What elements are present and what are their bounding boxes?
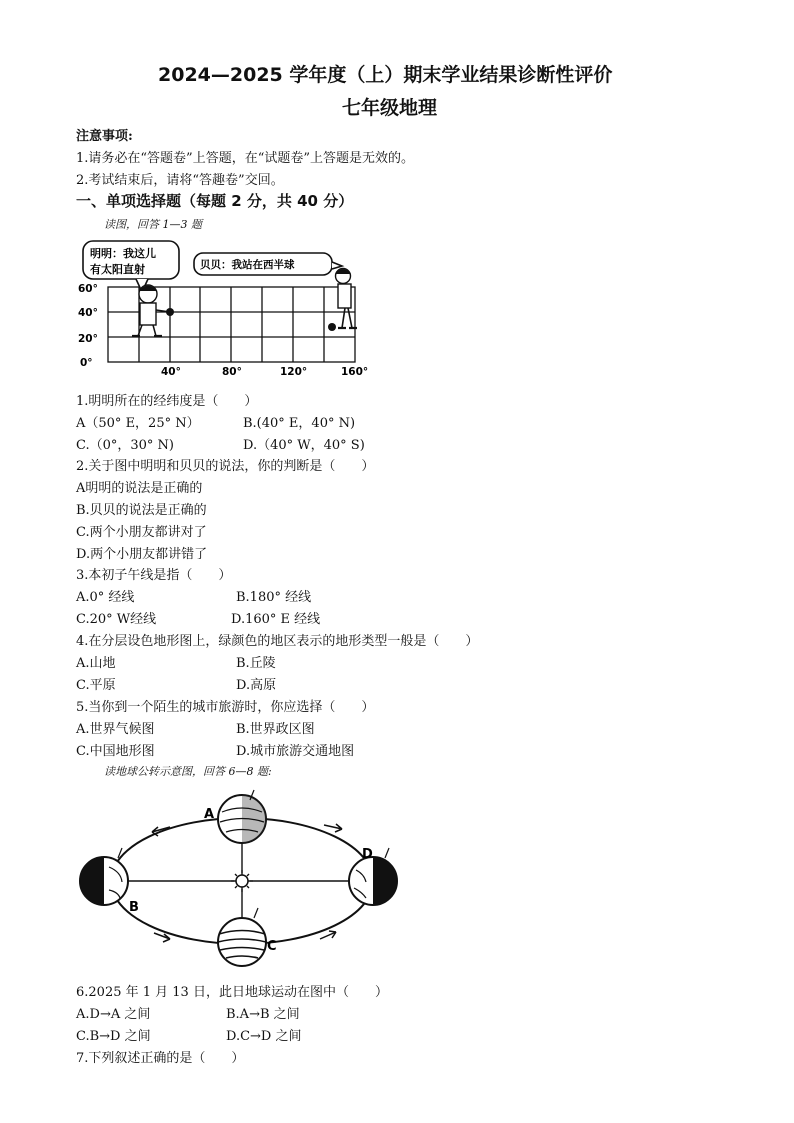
q3-option-d[interactable]: D.160° E 经线 — [231, 612, 321, 627]
beibei-figure — [335, 269, 357, 329]
figure1-intro: 读图，回答 1—3 题 — [104, 218, 202, 231]
q6-option-d[interactable]: D.C→D 之间 — [226, 1029, 302, 1044]
q5-option-c[interactable]: C.中国地形图 — [76, 744, 155, 759]
lat-label-40: 40° — [78, 307, 98, 319]
lon-label-120: 120° — [280, 366, 308, 378]
bubble-left-line1: 明明：我这儿 — [90, 247, 156, 260]
q4-option-a[interactable]: A.山地 — [76, 656, 116, 671]
q5-option-a[interactable]: A.世界气候图 — [76, 722, 155, 737]
notes-item-1: 1.请务必在“答题卷”上答题，在“试题卷”上答题是无效的。 — [76, 151, 414, 166]
q2-stem: 2.关于图中明明和贝贝的说法，你的判断是（ ） — [76, 459, 375, 474]
q2-option-b[interactable]: B.贝贝的说法是正确的 — [76, 503, 207, 518]
q1-stem: 1.明明所在的经纬度是（ ） — [76, 394, 258, 409]
notes-label: 注意事项: — [76, 129, 133, 144]
q4-stem: 4.在分层设色地形图上，绿颜色的地区表示的地形类型一般是（ ） — [76, 634, 479, 649]
q4-option-d[interactable]: D.高原 — [236, 678, 277, 693]
q3-option-c[interactable]: C.20° W经线 — [76, 612, 157, 627]
page-title: 2024—2025 学年度（上）期末学业结果诊断性评价 — [158, 64, 613, 86]
q5-option-d[interactable]: D.城市旅游交通地图 — [236, 744, 355, 759]
latlong-grid-figure — [76, 236, 376, 378]
q3-option-b[interactable]: B.180° 经线 — [236, 590, 312, 605]
label-c: C — [267, 939, 277, 954]
section-heading: 一、单项选择题（每题 2 分，共 40 分） — [76, 192, 354, 210]
bubble-right-text: 贝贝：我站在西半球 — [200, 259, 295, 271]
q1-option-d[interactable]: D.（40° W，40° S) — [243, 438, 365, 453]
lat-label-20: 20° — [78, 333, 98, 345]
lat-label-0: 0° — [80, 357, 93, 369]
q5-option-b[interactable]: B.世界政区图 — [236, 722, 315, 737]
earth-revolution-figure — [76, 782, 416, 974]
page-subtitle: 七年级地理 — [342, 97, 438, 119]
q3-stem: 3.本初子午线是指（ ） — [76, 568, 232, 583]
earth-position-d — [349, 857, 397, 905]
earth-position-b — [80, 857, 128, 905]
q4-option-c[interactable]: C.平原 — [76, 678, 116, 693]
beibei-position-dot — [328, 323, 336, 331]
q6-option-a[interactable]: A.D→A 之间 — [76, 1007, 151, 1022]
label-d: D — [362, 847, 373, 862]
q3-option-a[interactable]: A.0° 经线 — [76, 590, 135, 605]
mingming-position-dot — [166, 308, 174, 316]
q1-option-a[interactable]: A（50° E，25° N） — [76, 416, 200, 431]
earth-position-c — [218, 918, 266, 966]
q1-option-b[interactable]: B.(40° E，40° N) — [243, 416, 356, 431]
mingming-figure — [132, 285, 170, 336]
q7-stem: 7.下列叙述正确的是（ ） — [76, 1051, 245, 1066]
q2-option-a[interactable]: A明明的说法是正确的 — [76, 481, 203, 496]
label-b: B — [129, 900, 139, 915]
q6-stem: 6.2025 年 1 月 13 日，此日地球运动在图中（ ） — [76, 985, 388, 1000]
q5-stem: 5.当你到一个陌生的城市旅游时，你应选择（ ） — [76, 700, 375, 715]
lon-label-160: 160° — [341, 366, 369, 378]
q4-option-b[interactable]: B.丘陵 — [236, 656, 276, 671]
q6-option-b[interactable]: B.A→B 之间 — [226, 1007, 300, 1022]
lon-label-80: 80° — [222, 366, 242, 378]
q1-option-c[interactable]: C.（0°，30° N) — [76, 438, 175, 453]
lat-label-60: 60° — [78, 283, 98, 295]
notes-item-2: 2.考试结束后，请将“答趣卷”交回。 — [76, 173, 284, 188]
label-a: A — [204, 807, 215, 822]
q6-option-c[interactable]: C.B→D 之间 — [76, 1029, 151, 1044]
earth-position-a — [218, 795, 266, 843]
lon-label-40: 40° — [161, 366, 181, 378]
bubble-left-line2: 有太阳直射 — [90, 263, 145, 276]
q2-option-c[interactable]: C.两个小朋友都讲对了 — [76, 525, 207, 540]
figure2-intro: 读地球公转示意图，回答 6—8 题: — [104, 765, 272, 778]
q2-option-d[interactable]: D.两个小朋友都讲错了 — [76, 547, 208, 562]
